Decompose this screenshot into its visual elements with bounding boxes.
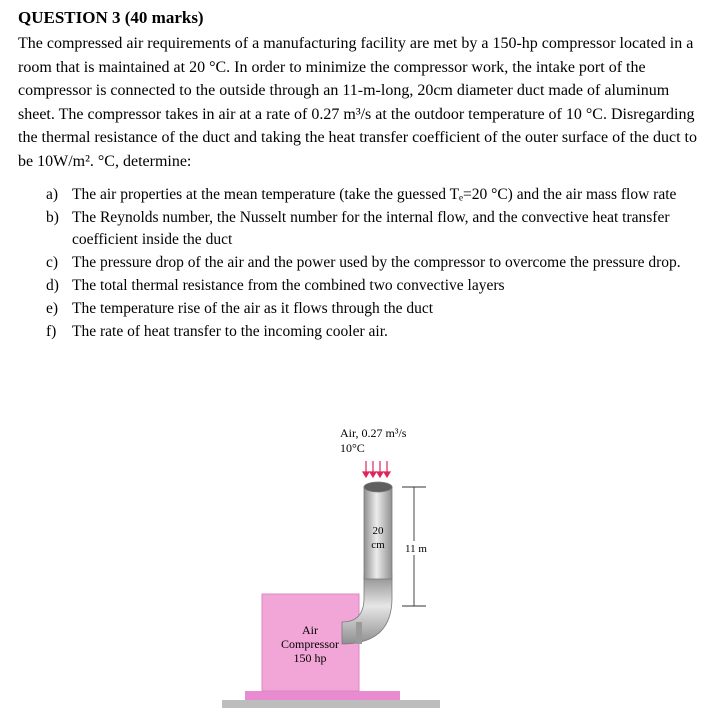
compressor-label-line2: Compressor bbox=[281, 637, 339, 651]
question-title: QUESTION 3 (40 marks) bbox=[18, 8, 204, 27]
duct-opening bbox=[364, 482, 392, 492]
air-flow-label: Air, 0.27 m³/s bbox=[340, 426, 407, 440]
part-text: The temperature rise of the air as it flows through the duct bbox=[72, 300, 434, 317]
air-temp-label: 10°C bbox=[340, 441, 365, 455]
part-text: The Reynolds number, the Nusselt number for the internal flow, and the convective heat transfer coefficient inside the duct bbox=[72, 209, 670, 248]
part-label: a) bbox=[46, 186, 59, 203]
length-label: 11 m bbox=[405, 543, 427, 555]
floor bbox=[222, 700, 440, 708]
part-label: f) bbox=[46, 323, 57, 340]
part-text: The rate of heat transfer to the incoming cooler air. bbox=[72, 323, 388, 340]
intro-paragraph: The compressed air requirements of a manufacturing facility are met by a 150-hp compressor located in a room that is maintained at 20 °C. In order to minimize the compressor work, the intake port of the compressor is connected to the outside through an 11-m-long, 20cm diameter duct made of aluminum sheet. The compressor takes in air at a rate of 0.27 m³/s at the outdoor temperature of 10 °C. Disregarding the thermal resistance of the duct and taking the heat transfer coefficient of the outer surface of the duct to be 10W/m². °C, determine: bbox=[18, 35, 697, 170]
part-label: d) bbox=[46, 277, 59, 294]
part-label: b) bbox=[46, 209, 59, 226]
compressor-label-line1: Air bbox=[302, 623, 318, 637]
part-text: The air properties at the mean temperature (take the guessed Tₑ=20 °C) and the air mass flow rate bbox=[72, 186, 677, 203]
duct-inlet-stub bbox=[356, 622, 362, 644]
compressor-base bbox=[245, 691, 400, 700]
diameter-value: 20 bbox=[372, 525, 384, 537]
diameter-unit: cm bbox=[371, 539, 385, 551]
part-text: The total thermal resistance from the combined two convective layers bbox=[72, 277, 505, 294]
part-text: The pressure drop of the air and the power used by the compressor to overcome the pressure drop. bbox=[72, 254, 681, 271]
part-label: e) bbox=[46, 300, 59, 317]
part-label: c) bbox=[46, 254, 59, 271]
inflow-arrows bbox=[363, 461, 390, 477]
compressor-label-line3: 150 hp bbox=[293, 651, 327, 665]
